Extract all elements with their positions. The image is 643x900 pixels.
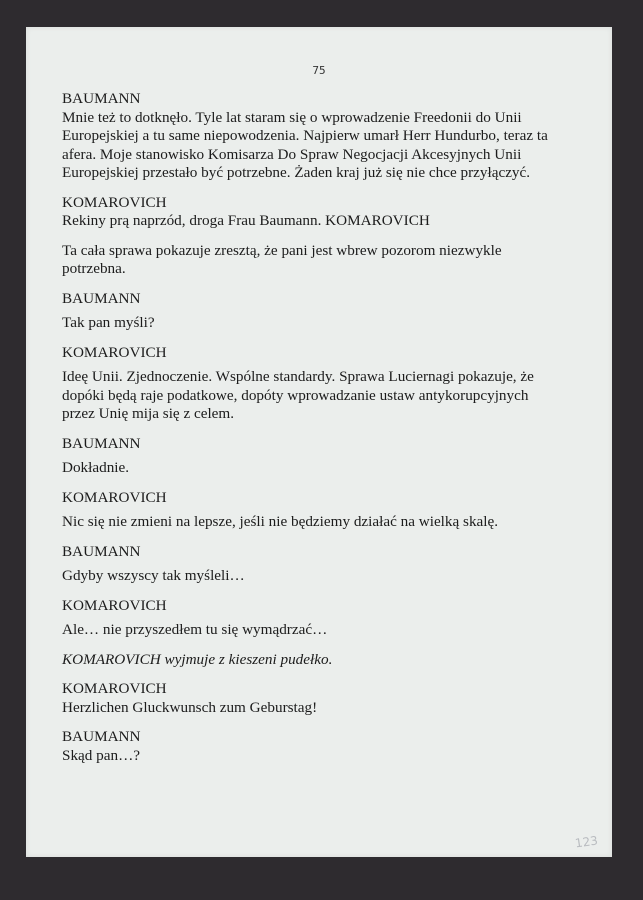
dialogue-line: Ideę Unii. Zjednoczenie. Wspólne standardy. Sprawa Luciernagi pokazuje, że [62,368,534,385]
speaker-name: BAUMANN [62,728,141,745]
dialogue-line: Gdyby wszyscy tak myśleli… [62,567,245,584]
dialogue-line: Europejskiej przestało być potrzebne. Żaden kraj już się nie chce przyłączyć. [62,164,531,181]
dialogue-line: Rekiny prą naprzód, droga Frau Baumann. KOMAROVICH [62,212,430,229]
dialogue-line: Mnie też to dotknęło. Tyle lat staram się o wprowadzenie Freedonii do Unii [62,108,522,126]
speaker-name: BAUMANN [62,434,141,452]
dialogue-block [62,90,582,183]
dialogue-block [62,194,582,231]
dialogue-line: Ale… nie przyszedłem tu się wymądrzać… [62,621,328,638]
dialogue-line: Ta cała sprawa pokazuje zresztą, że pani jest wbrew pozorom niezwykle [62,241,502,259]
script-text [62,90,582,776]
speaker-name: KOMAROVICH [62,193,167,211]
dialogue-line: Europejskiej a tu same niepowodzenia. Najpierw umarł Herr Hundurbo, teraz ta [62,127,548,144]
stage-direction: KOMAROVICH wyjmuje z kieszeni pudełko. [62,650,333,668]
archive-mark: 123 [574,833,599,851]
dialogue-line: potrzebna. [62,260,126,277]
document-page [26,27,612,857]
dialogue-block [62,489,582,532]
speaker-name: KOMAROVICH [62,596,167,614]
dialogue-line: Herzlichen Gluckwunsch zum Geburstag! [62,698,318,716]
dialogue-block [62,680,582,717]
page-number: 75 [312,64,326,77]
dialogue-block [62,290,582,333]
speaker-name: KOMAROVICH [62,488,167,506]
dialogue-line: Skąd pan…? [62,746,141,764]
speaker-name: KOMAROVICH [62,680,167,697]
dialogue-block [62,344,582,424]
dialogue-block [62,728,582,765]
dialogue-line: Tak pan myśli? [62,314,155,331]
dialogue-line: dopóki będą raje podatkowe, dopóty wprowadzanie ustaw antykorupcyjnych [62,386,529,404]
speaker-name: KOMAROVICH [62,343,167,361]
speaker-name: BAUMANN [62,289,141,307]
dialogue-block [62,242,582,279]
dialogue-block [62,435,582,478]
dialogue-block [62,543,582,586]
dialogue-line: afera. Moje stanowisko Komisarza Do Spraw Negocjacji Akcesyjnych Unii [62,145,522,163]
dialogue-block [62,597,582,640]
dialogue-line: Nic się nie zmieni na lepsze, jeśli nie będziemy działać na wielką skalę. [62,513,499,530]
dialogue-line: przez Unię mija się z celem. [62,405,235,422]
speaker-name: BAUMANN [62,542,141,560]
dialogue-line: Dokładnie. [62,459,130,476]
speaker-name: BAUMANN [62,90,141,107]
